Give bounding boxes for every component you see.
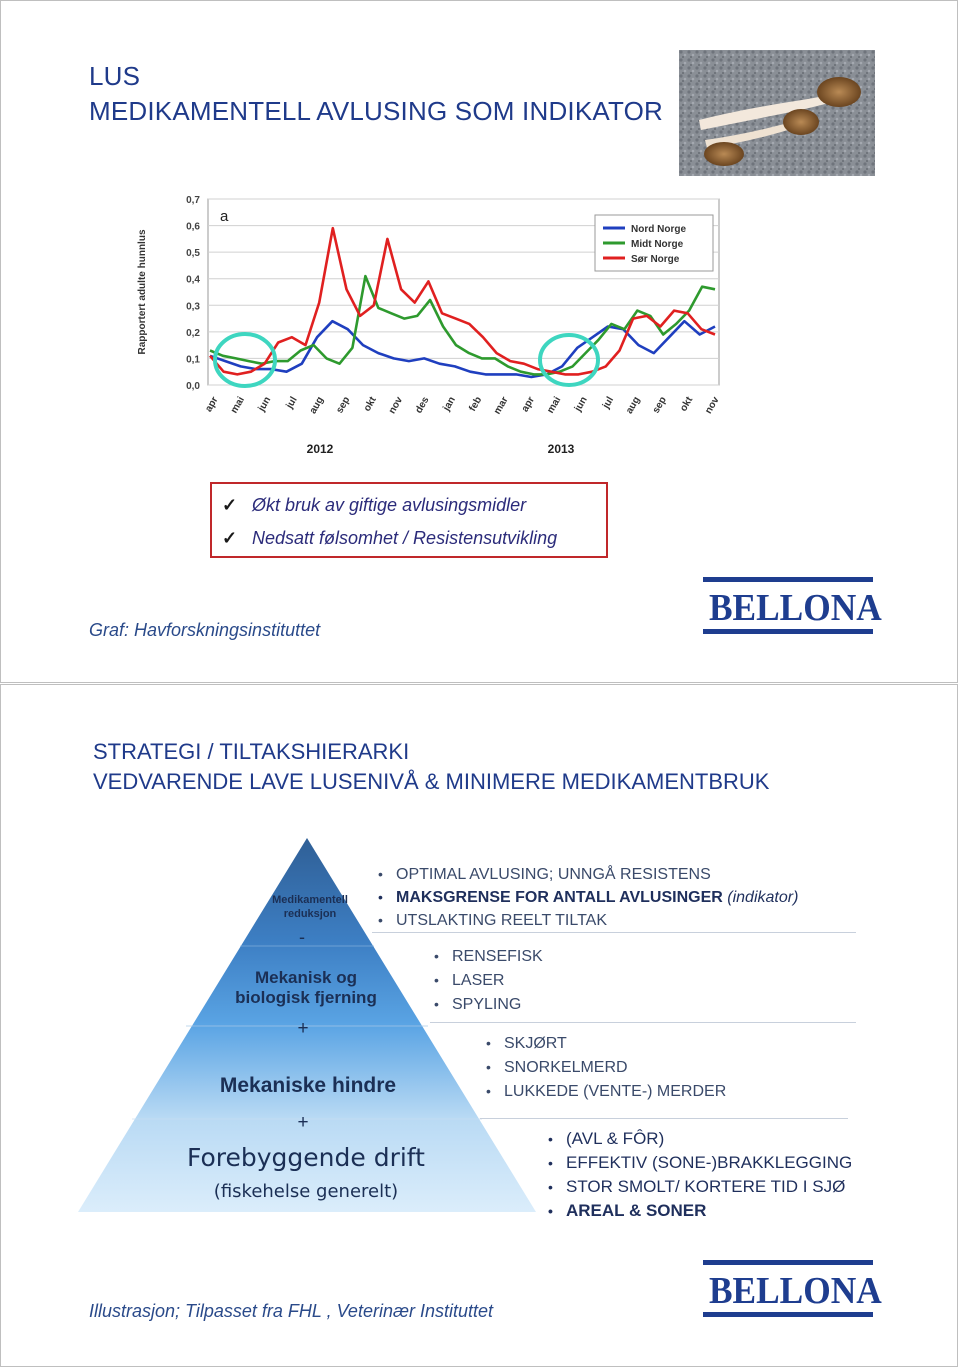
x-tick-label: mai: [545, 395, 564, 416]
x-tick-label: jun: [572, 395, 590, 414]
legend-entry: Nord Norge: [631, 224, 686, 235]
bullet-text: SKJØRT: [504, 1035, 567, 1052]
legend-entry: Sør Norge: [631, 254, 680, 265]
x-tick-label: okt: [678, 395, 696, 414]
pyramid-level1-label: Medikamentell: [272, 894, 348, 906]
bullet-text: SNORKELMERD: [504, 1059, 628, 1076]
bullet-text-bold: MAKSGRENSE FOR ANTALL AVLUSINGER: [396, 889, 723, 906]
check-icon: ✓: [222, 528, 238, 548]
bullet-item: • STOR SMOLT/ KORTERE TID I SJØ: [548, 1177, 846, 1196]
checklist-item-text: Økt bruk av giftige avlusingsmidler: [252, 495, 527, 515]
pyramid-plus-sign: +: [297, 1112, 309, 1133]
bullet-item: • MAKSGRENSE FOR ANTALL AVLUSINGER (indikator): [378, 889, 799, 906]
bullet-item: • EFFEKTIV (SONE-)BRAKKLEGGING: [548, 1153, 853, 1172]
bullet-text: (AVL & FÔR): [566, 1129, 665, 1148]
checklist-item-text: Nedsatt følsomhet / Resistensutvikling: [252, 528, 558, 548]
bullet-text: LUKKEDE (VENTE-) MERDER: [504, 1083, 727, 1100]
x-tick-label: sep: [650, 395, 669, 416]
y-tick-label: 0,3: [186, 301, 200, 313]
check-icon: ✓: [222, 495, 238, 515]
x-tick-label: feb: [467, 395, 485, 414]
divider: [480, 1118, 848, 1119]
x-tick-label: jul: [284, 395, 300, 411]
bullet-item: • OPTIMAL AVLUSING; UNNGÅ RESISTENS: [378, 866, 711, 883]
y-tick-label: 0,0: [186, 381, 200, 392]
bullet-item: • LASER: [434, 972, 505, 989]
illustration-credit: Illustrasjon; Tilpasset fra FHL , Veterinær Instituttet: [89, 1301, 493, 1321]
checklist-item: [222, 495, 526, 516]
x-tick-label: jan: [441, 395, 458, 414]
slide-title-line1: STRATEGI / TILTAKSHIERARKI: [93, 739, 410, 764]
consequence-checklist: [210, 482, 608, 558]
bullet-item: • SNORKELMERD: [486, 1059, 628, 1076]
bullet-text: OPTIMAL AVLUSING; UNNGÅ RESISTENS: [396, 866, 711, 883]
x-tick-label: jun: [256, 395, 274, 414]
slide-title-line2: VEDVARENDE LAVE LUSENIVÅ & MINIMERE MEDIKAMENTBRUK: [93, 769, 770, 794]
bellona-logo-text: BELLONA: [708, 587, 882, 629]
bellona-logo: [703, 1260, 882, 1322]
panel-label: a: [220, 208, 229, 225]
x-tick-label: mai: [228, 395, 247, 416]
bullet-item: • SPYLING: [434, 996, 522, 1013]
bullet-text: LASER: [452, 972, 505, 989]
legend-entry: Midt Norge: [631, 239, 684, 250]
sea-lice-photo: [679, 50, 875, 176]
bullet-text: STOR SMOLT/ KORTERE TID I SJØ: [566, 1177, 846, 1196]
x-tick-label: mar: [491, 395, 511, 417]
bullet-text: AREAL & SONER: [566, 1201, 707, 1220]
y-tick-label: 0,5: [186, 248, 200, 260]
bellona-logo: [703, 577, 882, 639]
pyramid-base-label: Forebyggende drift: [187, 1143, 425, 1172]
y-tick-label: 0,4: [186, 274, 200, 286]
y-tick-label: 0,2: [186, 327, 200, 339]
x-tick-label: apr: [203, 395, 221, 414]
bullet-item: • LUKKEDE (VENTE-) MERDER: [486, 1083, 727, 1100]
x-tick-label: aug: [307, 395, 327, 416]
slide-title-line2: MEDIKAMENTELL AVLUSING SOM INDIKATOR: [89, 96, 664, 126]
y-tick-label: 0,1: [186, 354, 200, 366]
bullet-text: RENSEFISK: [452, 948, 543, 965]
pyramid-level2-label: Mekanisk og: [254, 968, 358, 987]
bullet-item: • UTSLAKTING REELT TILTAK: [378, 912, 608, 929]
y-tick-label: 0,7: [186, 195, 200, 206]
pyramid-level1-label: reduksjon: [283, 908, 337, 920]
bullet-item: • AREAL & SONER: [548, 1201, 707, 1220]
x-tick-label: apr: [519, 395, 538, 414]
bellona-logo-text: BELLONA: [708, 1270, 882, 1312]
pyramid-base-sublabel: (fiskehelse generelt): [213, 1181, 399, 1202]
divider: [372, 932, 856, 933]
x-tick-label: sep: [334, 395, 353, 416]
slide-lus: [0, 0, 958, 683]
bullet-text: UTSLAKTING REELT TILTAK: [396, 912, 608, 929]
x-tick-label: nov: [386, 395, 406, 416]
x-tick-label: nov: [703, 395, 722, 416]
y-tick-label: 0,6: [186, 221, 200, 233]
divider: [430, 1022, 856, 1023]
x-tick-label: des: [413, 395, 432, 416]
slide-title-line1: LUS: [89, 61, 141, 91]
pyramid-level3-label: Mekaniske hindre: [219, 1074, 397, 1097]
bullet-item: • SKJØRT: [486, 1035, 567, 1052]
year-label: 2013: [547, 442, 575, 456]
bullet-text: EFFEKTIV (SONE-)BRAKKLEGGING: [566, 1153, 853, 1172]
year-label: 2012: [306, 442, 334, 456]
x-tick-label: aug: [624, 395, 643, 416]
bullet-item: • (AVL & FÔR): [548, 1129, 665, 1148]
y-axis-label: Rapportert adulte hunnlus: [137, 229, 148, 355]
lice-level-line-chart: [133, 189, 723, 461]
bullet-item: • RENSEFISK: [434, 948, 543, 965]
bullet-text: SPYLING: [452, 996, 522, 1013]
graph-credit: Graf: Havforskningsinstituttet: [89, 620, 321, 640]
pyramid-minus-sign: -: [299, 927, 305, 947]
x-tick-label: jul: [600, 395, 617, 411]
pyramid-plus-sign: +: [297, 1018, 309, 1039]
bullet-text-italic: (indikator): [722, 889, 799, 906]
x-tick-label: okt: [361, 395, 379, 414]
pyramid-level2-label: biologisk fjerning: [235, 988, 377, 1007]
checklist-item: [222, 528, 557, 549]
